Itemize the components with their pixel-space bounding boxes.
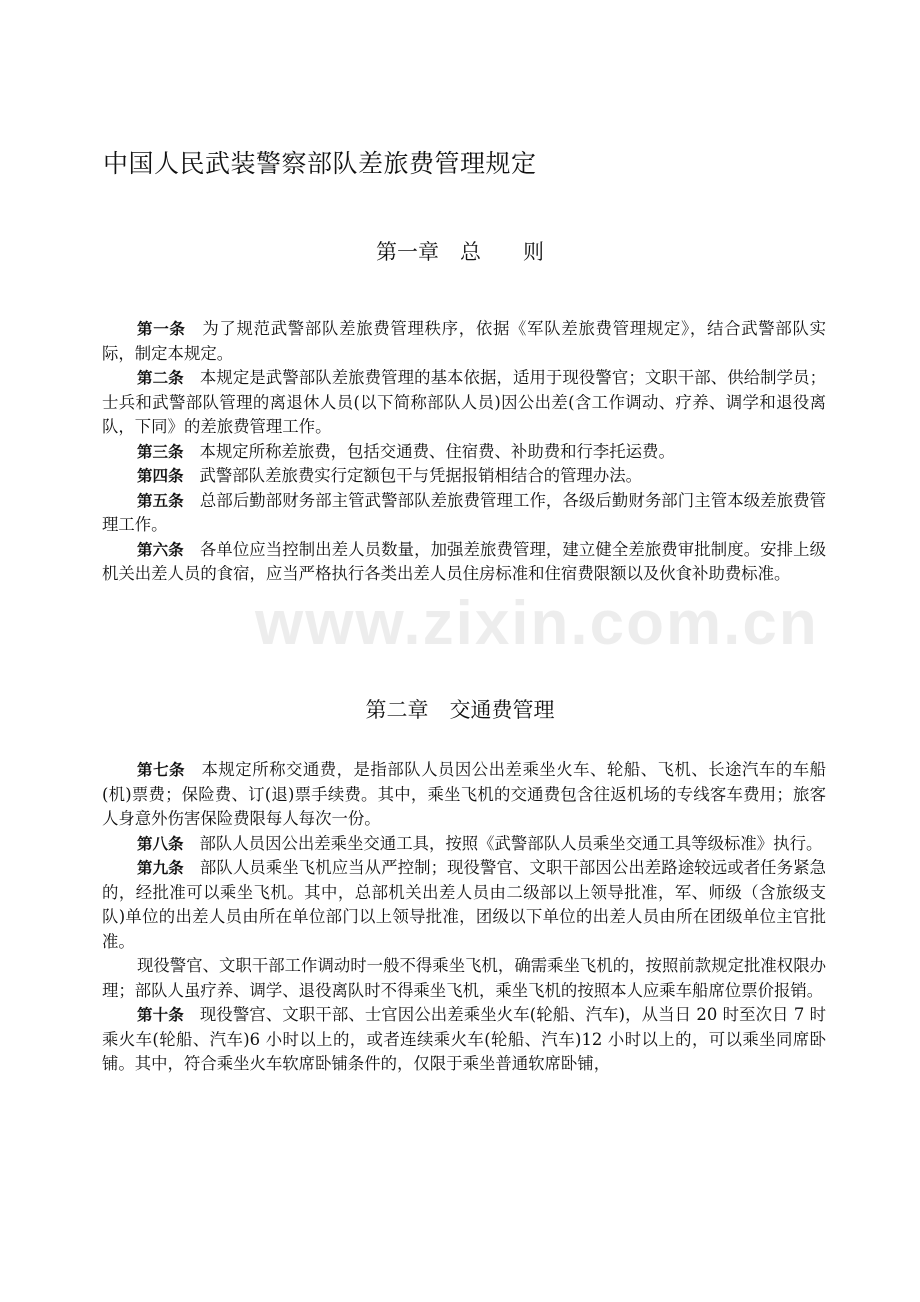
article-text: 现役警官、文职干部工作调动时一般不得乘坐飞机，确需乘坐飞机的，按照前款规定批准权限办理；部队人虽疗养、调学、退役离队时不得乘坐飞机，乘坐飞机的按照本人应乘车船席位票价报销。 [102,956,826,1000]
article-text: 武警部队差旅费实行定额包干与凭据报销相结合的管理办法。 [199,466,643,485]
article-label: 第七条 [137,761,186,779]
chapter-2-heading: 第二章 交通费管理 [365,698,555,722]
article-9 [102,856,826,954]
article-3 [102,440,826,465]
article-8 [102,832,826,857]
article-label: 第十条 [137,1006,184,1024]
article-10 [102,1003,826,1077]
chapter-1-heading: 第一章 总 则 [376,240,544,264]
chapter-2-body [102,758,826,1077]
document-title: 中国人民武装警察部队差旅费管理规定 [103,149,537,178]
article-label: 第二条 [137,369,184,387]
article-2 [102,366,826,440]
article-6 [102,538,826,587]
article-7 [102,758,826,832]
article-5 [102,489,826,538]
article-1 [102,317,826,366]
article-text: 部队人员因公出差乘坐交通工具，按照《武警部队人员乘坐交通工具等级标准》执行。 [199,833,823,853]
article-text: 本规定是武警部队差旅费管理的基本依据，适用于现役警官；文职干部、供给制学员；士兵和武警部队管理的离退休人员(以下简称部队人员)因公出差(含工作调动、疗养、调学和退役离队，下同》的差旅费管理工作。 [102,368,826,436]
article-label: 第一条 [137,320,186,338]
article-label: 第五条 [137,491,184,510]
article-label: 第九条 [137,859,184,877]
chapter-1-body [102,317,826,587]
article-4 [102,464,826,489]
watermark: www.zixin.com.cn [255,589,819,658]
article-label: 第四条 [137,467,184,485]
article-text: 现役警宫、文职干部、士官因公出差乘坐火车(轮船、汽车)，从当日 20 时至次日 7 时乘火车(轮船、汽车)6 小时以上的，或者连续乘火车(轮船、汽车)12 小时以上的，可以乘坐同席卧铺。其中，符合乘坐火车软席卧铺条件的，仅限于乘坐普通软席卧铺， [102,1005,826,1073]
article-label: 第三条 [137,442,184,461]
article-label: 第八条 [137,834,184,853]
article-9-paragraph-2 [102,954,826,1003]
article-text: 各单位应当控制出差人员数量，加强差旅费管理，建立健全差旅费审批制度。安排上级机关出差人员的食宿，应当严格执行各类出差人员住房标准和住宿费限额以及伙食补助费标准。 [102,539,826,583]
article-text: 总部后勤部财务部主管武警部队差旅费管理工作，各级后勤财务部门主管本级差旅费管理工作。 [102,490,826,534]
article-text: 部队人员乘坐飞机应当从严控制；现役警官、文职干部因公出差路途较远或者任务紧急的，经批准可以乘坐飞机。其中，总部机关出差人员由二级部以上领导批准，军、师级（含旅级支队)单位的出差人员由所在单位部门以上领导批准，团级以下单位的出差人员由所在团级单位主官批准。 [102,858,826,951]
article-text: 为了规范武警部队差旅费管理秩序，依据《军队差旅费管理规定》，结合武警部队实际，制定本规定。 [102,319,826,363]
article-text: 本规定所称交通费，是指部队人员因公出差乘坐火车、轮船、飞机、长途汽车的车船(机)票费；保险费、订(退)票手续费。其中，乘坐飞机的交通费包含往返机场的专线客车费用；旅客人身意外伤害保险费限每人每次一份。 [102,760,826,828]
article-text: 本规定所称差旅费，包括交通费、住宿费、补助费和行李托运费。 [199,441,675,461]
article-label: 第六条 [137,540,184,559]
